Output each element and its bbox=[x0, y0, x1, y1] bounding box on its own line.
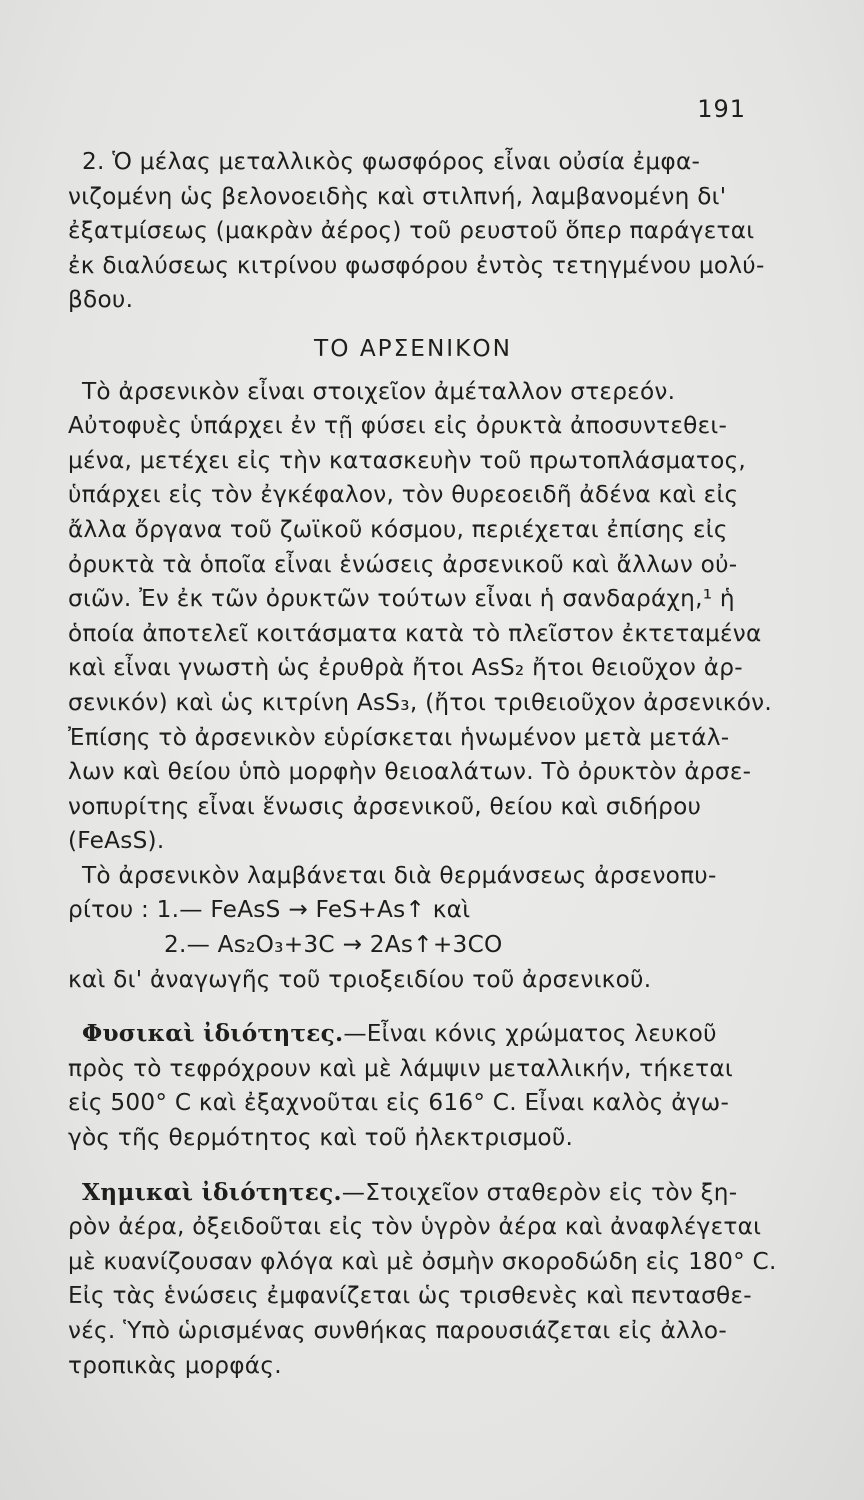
text-line: σενικόν) καὶ ὡς κιτρίνη AsS₃, (ἤτοι τριθειοῦχον ἀρσενικόν. bbox=[68, 688, 772, 716]
text-line: 2. Ὁ μέλας μεταλλικὸς φωσφόρος εἶναι οὐσία ἐμφα- bbox=[82, 148, 701, 175]
page-text bbox=[68, 145, 777, 1383]
chemical-properties-label: Χημικαὶ ἰδιότητες. bbox=[82, 1178, 342, 1206]
text-line: ὑπάρχει εἰς τὸν ἐγκέφαλον, τὸν θυρεοειδῆ ἀδένα καὶ εἰς bbox=[68, 481, 739, 509]
text-line: λων καὶ θείου ὑπὸ μορφὴν θειοαλάτων. Τὸ ὀρυκτὸν ἀρσε- bbox=[68, 758, 752, 786]
chemical-properties-text: —Στοιχεῖον σταθερὸν εἰς τὸν ξη- bbox=[341, 1178, 738, 1206]
text-line: Εἰς τὰς ἑνώσεις ἐμφανίζεται ὡς τρισθενὲς καὶ πεντασθε- bbox=[68, 1282, 752, 1310]
text-line: Τὸ ἀρσενικὸν εἶναι στοιχεῖον ἀμέταλλον στερεόν. bbox=[82, 377, 676, 405]
text-line: εἰς 500° C καὶ ἐξαχνοῦται εἰς 616° C. Εἶναι καλὸς ἀγω- bbox=[68, 1089, 730, 1117]
text-line: ἄλλα ὄργανα τοῦ ζωϊκοῦ κόσμου, περιέχεται ἐπίσης εἰς bbox=[68, 515, 728, 543]
text-line: βδου. bbox=[68, 286, 134, 314]
text-line bbox=[68, 1017, 758, 1052]
text-line: Ἐπίσης τὸ ἀρσενικὸν εὑρίσκεται ἡνωμένον μετὰ μετάλ- bbox=[68, 723, 730, 751]
text-line: καὶ δι' ἀναγωγῆς τοῦ τριοξειδίου τοῦ ἀρσενικοῦ. bbox=[68, 965, 652, 993]
text-line: μὲ κυανίζουσαν φλόγα καὶ μὲ ὀσμὴν σκοροδώδη εἰς 180° C. bbox=[68, 1247, 777, 1275]
text-line: Αὐτοφυὲς ὑπάρχει ἐν τῇ φύσει εἰς ὀρυκτὰ ἀποσυντεθει- bbox=[68, 412, 728, 440]
text-line: μένα, μετέχει εἰς τὴν κατασκευὴν τοῦ πρωτοπλάσματος, bbox=[68, 446, 747, 474]
text-line: ὀρυκτὰ τὰ ὁποῖα εἶναι ἑνώσεις ἀρσενικοῦ καὶ ἄλλων οὐ- bbox=[68, 550, 738, 578]
text-line: ἐκ διαλύσεως κιτρίνου φωσφόρου ἐντὸς τετηγμένου μολύ- bbox=[68, 251, 765, 279]
text-line: σιῶν. Ἐν ἐκ τῶν ὀρυκτῶν τούτων εἶναι ἡ σανδαράχη,¹ ἡ bbox=[68, 585, 735, 613]
text-line: Τὸ ἀρσενικὸν λαμβάνεται διὰ θερμάνσεως ἀρσενοπυ- bbox=[82, 861, 717, 889]
text-line: γὸς τῆς θερμότητος καὶ τοῦ ἠλεκτρισμοῦ. bbox=[68, 1124, 574, 1152]
text-line: νοπυρίτης εἶναι ἕνωσις ἀρσενικοῦ, θείου καὶ σιδήρου bbox=[68, 792, 702, 820]
paragraph-gap bbox=[68, 997, 758, 1017]
text-line: ρὸν ἀέρα, ὀξειδοῦται εἰς τὸν ὑγρὸν ἀέρα καὶ ἀναφλέγεται bbox=[68, 1213, 762, 1241]
formula-line: 2.— As₂O₃+3C → 2As↑+3CO bbox=[164, 931, 503, 959]
text-line: νές. Ὑπὸ ὡρισμένας συνθήκας παρουσιάζεται εἰς ἀλλο- bbox=[68, 1317, 727, 1344]
physical-properties-text: —Εἶναι κόνις χρώματος λευκοῦ bbox=[343, 1020, 717, 1048]
text-line: νιζομένη ὡς βελονοειδὴς καὶ στιλπνή, λαμβανομένη δι' bbox=[68, 182, 727, 210]
text-line: (FeAsS). bbox=[68, 827, 165, 855]
physical-properties-label: Φυσικαὶ ἰδιότητες. bbox=[82, 1020, 344, 1048]
section-heading: ΤΟ ΑΡΣΕΝΙΚΟΝ bbox=[314, 334, 512, 362]
formula-line: ρίτου : 1.— FeAsS → FeS+As↑ καὶ bbox=[68, 896, 471, 924]
text-line bbox=[68, 1176, 758, 1211]
text-line: καὶ εἶναι γνωστὴ ὡς ἐρυθρὰ ἤτοι AsS₂ ἤτοι θειοῦχον ἀρ- bbox=[68, 654, 743, 682]
text-line: πρὸς τὸ τεφρόχρουν καὶ μὲ λάμψιν μεταλλικήν, τήκεται bbox=[68, 1054, 733, 1082]
text-line: ὁποία ἀποτελεῖ κοιτάσματα κατὰ τὸ πλεῖστον ἐκτεταμένα bbox=[68, 619, 762, 647]
paragraph-gap bbox=[68, 1156, 758, 1176]
text-line: τροπικὰς μορφάς. bbox=[68, 1351, 282, 1379]
text-line: ἐξατμίσεως (μακρὰν ἀέρος) τοῦ ρευστοῦ ὅπερ παράγεται bbox=[68, 217, 755, 245]
page-number: 191 bbox=[697, 95, 746, 123]
